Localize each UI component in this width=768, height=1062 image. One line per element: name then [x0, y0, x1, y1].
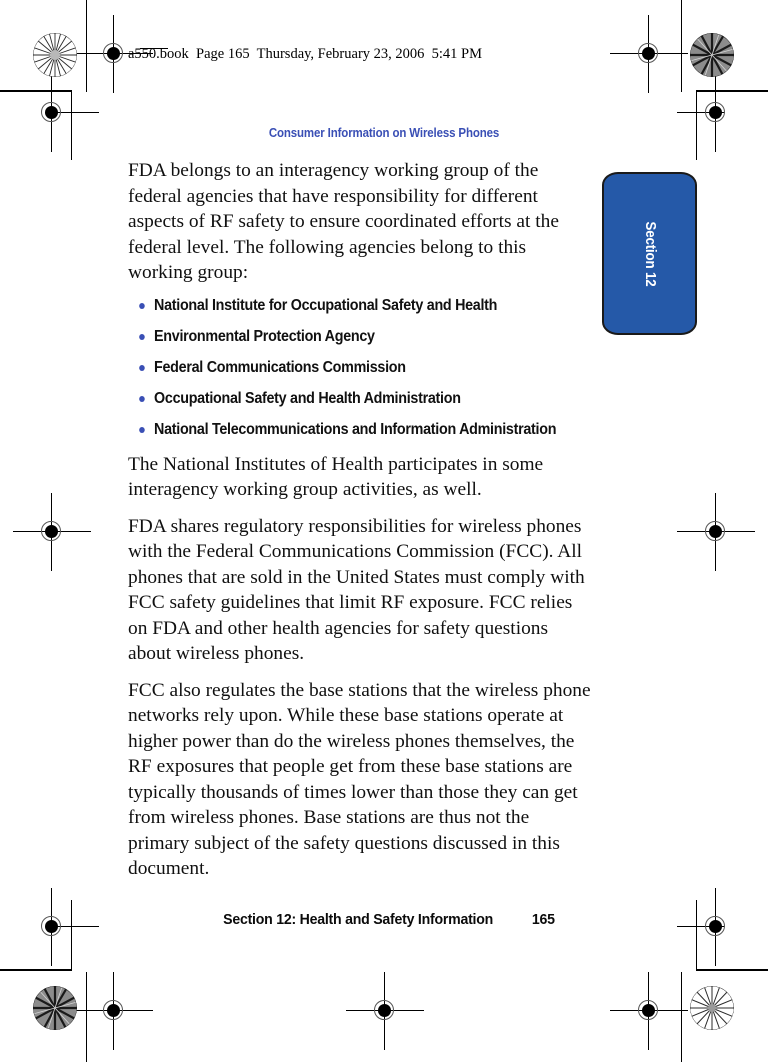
- crop-line-lower-left-horizontal: [0, 969, 72, 971]
- running-head: Consumer Information on Wireless Phones: [268, 126, 500, 140]
- paragraph-base-stations: FCC also regulates the base stations that the wireless phone networks rely upon. While these base stations operate at higher power than do the wireless phones themselves, the RF exposures that people get from these base stations are typically thousands of times lower than those they can get from wireless phones. Base stations are thus not the primary subject of the safety questions discussed in this document.: [128, 679, 591, 879]
- document-slug: a550.book Page 165 Thursday, February 23, 2006 5:41 PM: [128, 46, 483, 62]
- section-tab-label-wrapper: [642, 218, 658, 289]
- footer-title: Section 12: Health and Safety Information: [222, 911, 493, 928]
- crop-line-bottom-right-vertical: [681, 972, 682, 1062]
- paragraph-intro: FDA belongs to an interagency working group of the federal agencies that have responsibility for different aspects of RF safety to ensure coordinated efforts at the federal level. The following agencies belong to this working group:: [128, 160, 559, 283]
- list-item-label: Federal Communications Commission: [154, 358, 406, 376]
- paragraph-fda-fcc: FDA shares regulatory responsibilities for wireless phones with the Federal Communications Commission (FCC). All phones that are sold in the United States must comply with FCC safety guidelines that limit RF exposure. FCC relies on FDA and other health agencies for safety questions about wireless phones.: [128, 515, 585, 664]
- list-item: [128, 328, 561, 345]
- registration-mark-bottom-right: [626, 988, 672, 1034]
- footer-page-number: 165: [531, 911, 555, 928]
- starburst-target-top-right: [690, 33, 734, 77]
- starburst-target-bottom-left: [33, 986, 77, 1030]
- list-item-label: National Institute for Occupational Safety and Health: [154, 296, 498, 314]
- list-item: [128, 297, 561, 314]
- registration-mark-middle-left: [29, 509, 75, 555]
- starburst-target-top-left: [33, 33, 77, 77]
- list-item: [128, 359, 561, 376]
- bullet-dot-icon: [139, 427, 145, 433]
- registration-mark-top-right: [626, 31, 672, 77]
- registration-mark-middle-right: [693, 509, 739, 555]
- starburst-icon: [690, 986, 734, 1030]
- page-footer: [0, 911, 768, 928]
- section-tab-label: Section 12: [641, 221, 658, 286]
- paragraph-nih: The National Institutes of Health participates in some interagency working group activities, as well.: [128, 453, 544, 500]
- agency-list: [128, 297, 594, 438]
- bullet-dot-icon: [139, 303, 145, 309]
- list-item: [128, 421, 561, 438]
- list-item-label: National Telecommunications and Information Administration: [154, 420, 557, 438]
- registration-mark-bottom-center: [362, 988, 408, 1034]
- list-item-label: Environmental Protection Agency: [154, 327, 375, 345]
- starburst-icon: [33, 33, 77, 77]
- crop-line-top-left-vertical: [86, 0, 87, 92]
- starburst-target-bottom-right: [690, 986, 734, 1030]
- body-column: [128, 158, 594, 893]
- bullet-dot-icon: [139, 334, 145, 340]
- registration-mark-bottom-left: [91, 988, 137, 1034]
- bullet-dot-icon: [139, 365, 145, 371]
- crop-line-top-right-vertical: [681, 0, 682, 92]
- section-thumb-tab: [602, 172, 697, 335]
- crop-line-bottom-left-vertical: [86, 972, 87, 1062]
- starburst-icon: [33, 986, 77, 1030]
- list-item-label: Occupational Safety and Health Administration: [154, 389, 461, 407]
- crop-line-lower-right-horizontal: [696, 969, 768, 971]
- list-item: [128, 390, 561, 407]
- bullet-dot-icon: [139, 396, 145, 402]
- starburst-icon: [690, 33, 734, 77]
